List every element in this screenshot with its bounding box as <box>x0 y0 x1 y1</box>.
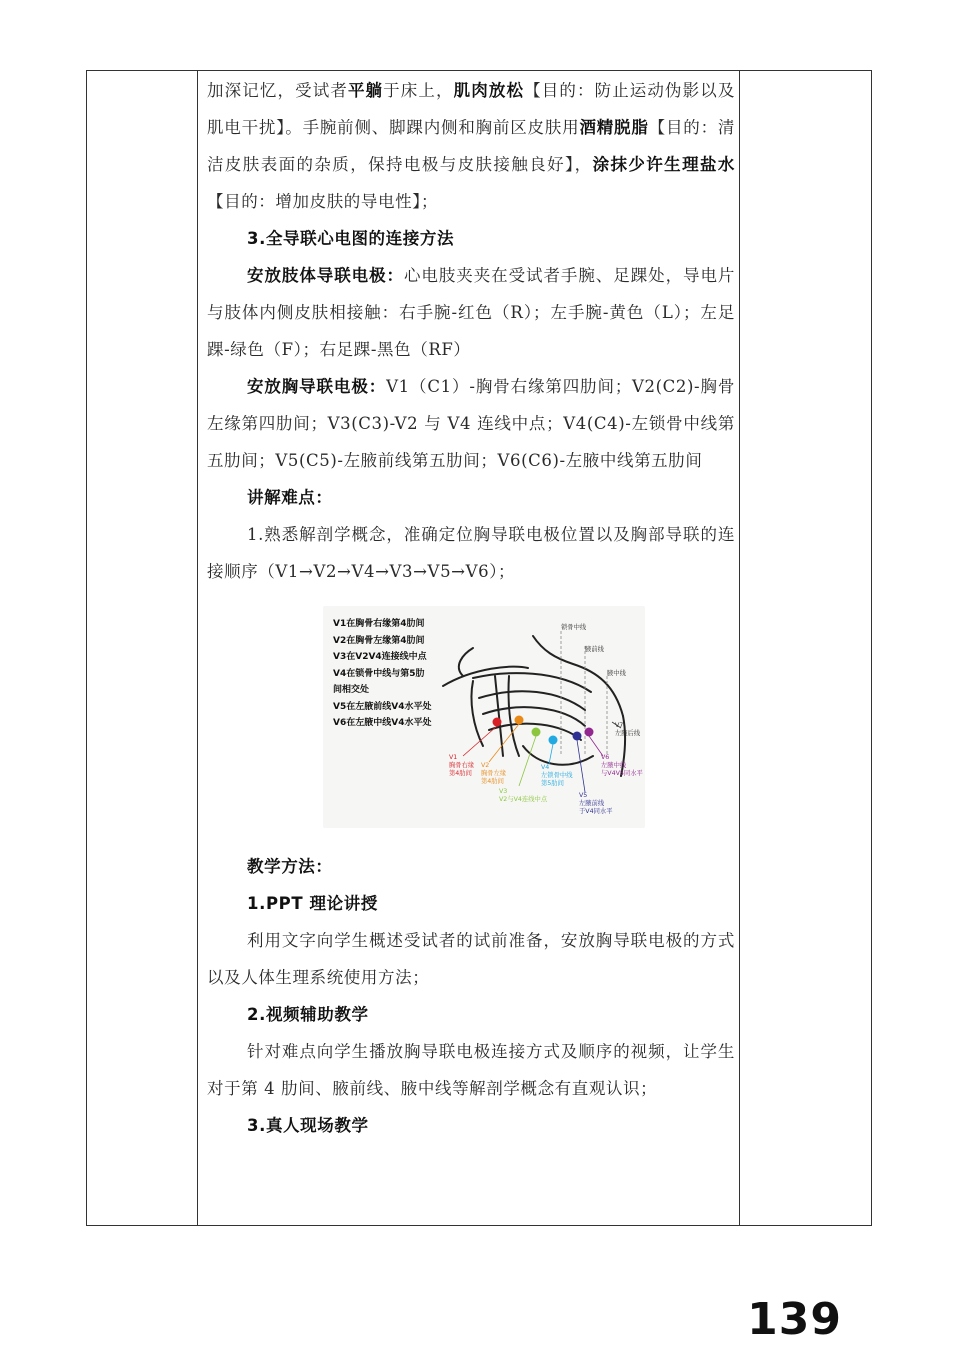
limb-lead-text: 心电肢夹夹在受试者手腕、足踝处，导电片与肢体内侧皮肤相接触：右手腕-红色（R）；左手腕-黄色（L）；左足踝-绿色（F）；右足踝-黑色（RF） <box>207 266 735 359</box>
page-number: 139 <box>747 1294 842 1345</box>
chest-lead-paragraph <box>207 368 735 479</box>
v5-electrode <box>573 732 582 741</box>
figure-note: V3在V2V4连接线中点 <box>333 652 427 662</box>
v1-electrode <box>493 718 502 727</box>
method-2-text: 针对难点向学生播放胸导联电极连接方式及顺序的视频，让学生对于第 4 肋间、腋前线、腋中线等解剖学概念有直观认识； <box>207 1042 735 1098</box>
emphasis-alcohol-degrease: 酒精脱脂 <box>579 118 649 137</box>
method-3-title: 3.真人现场教学 <box>247 1116 369 1135</box>
v2-electrode <box>515 716 524 725</box>
figure-area <box>207 592 735 842</box>
figure-note: V6在左腋中线V4水平处 <box>333 718 432 728</box>
chest-lead-label: 安放胸导联电极： <box>247 377 387 396</box>
text-run: 于床上， <box>383 81 454 100</box>
label-mid-axillary-line: 腋中线 <box>607 670 626 677</box>
v4-electrode <box>549 736 558 745</box>
chest-lead-text: V1（C1）-胸骨右缘第四肋间；V2(C2)-胸骨左缘第四肋间；V3(C3)-V2 与 V4 连线中点；V4(C4)-左锁骨中线第五肋间；V5(C5)-左腋前线第五肋间；V6(C6)-左腋中线第五肋间 <box>207 377 735 470</box>
lesson-content <box>207 72 735 1144</box>
v3-electrode <box>532 728 541 737</box>
method-1-title: 1.PPT 理论讲授 <box>247 894 378 913</box>
figure-note: V1在胸骨右缘第4肋间 <box>333 619 425 629</box>
v6-electrode <box>585 728 594 737</box>
label-v7: V7 左腋后线 <box>615 722 641 737</box>
section-heading-connection: 3.全导联心电图的连接方法 <box>247 229 455 248</box>
label-anterior-axillary-line: 腋前线 <box>585 646 604 653</box>
figure-note: V5在左腋前线V4水平处 <box>333 701 432 712</box>
method-1-text: 利用文字向学生概述受试者的试前准备，安放胸导联电极的方式以及人体生理系统使用方法； <box>207 931 735 987</box>
label-v1: V1 胸骨右缘 第4肋间 <box>449 754 475 777</box>
label-v3: V3 V2与V4连线中点 <box>499 788 548 803</box>
label-v6: V6 左腋中线 与V4V5同水平 <box>601 754 643 777</box>
difficulty-item-1: 1.熟悉解剖学概念，准确定位胸导联电极位置以及胸部导联的连接顺序（V1→V2→V4→V3→V5→V6）； <box>207 525 735 581</box>
label-v5: V5 左腋前线 于V4同水平 <box>579 792 613 815</box>
method-2-title: 2.视频辅助教学 <box>247 1005 369 1024</box>
chest-lead-diagram <box>323 606 645 828</box>
figure-note: 间相交处 <box>333 685 370 695</box>
figure-note: V4在锁骨中线与第5肋 <box>333 668 425 679</box>
emphasis-saline: 涂抹少许生理盐水 <box>592 155 735 174</box>
text-run: 加深记忆，受试者 <box>207 81 348 100</box>
label-clavicle-line: 锁骨中线 <box>561 624 587 631</box>
figure-note: V2在胸骨左缘第4肋间 <box>333 635 425 646</box>
preparation-paragraph <box>207 72 735 220</box>
figure-notes <box>333 616 431 732</box>
text-run: 【目的：增加皮肤的导电性】； <box>207 192 439 211</box>
limb-lead-paragraph <box>207 257 735 368</box>
label-v4: V4 左锁骨中线 第5肋间 <box>541 764 573 787</box>
difficulty-heading: 讲解难点： <box>247 488 333 507</box>
text-run: 【目的：清洁皮肤表面的杂质，保持电极与皮肤接触良好】， <box>207 118 735 174</box>
label-v2: V2 胸骨左缘 第4肋间 <box>481 762 507 785</box>
table-left-column <box>87 71 198 1225</box>
limb-lead-label: 安放肢体导联电极： <box>247 266 404 285</box>
emphasis-relax-muscles: 肌肉放松 <box>453 81 525 100</box>
teaching-method-heading: 教学方法： <box>247 857 333 876</box>
emphasis-lie-flat: 平躺 <box>347 81 384 100</box>
text-run: 【目的：防止运动伪影以及肌电干扰】。手腕前侧、脚踝内侧和胸前区皮肤用 <box>207 81 735 137</box>
table-right-column <box>739 71 871 1225</box>
